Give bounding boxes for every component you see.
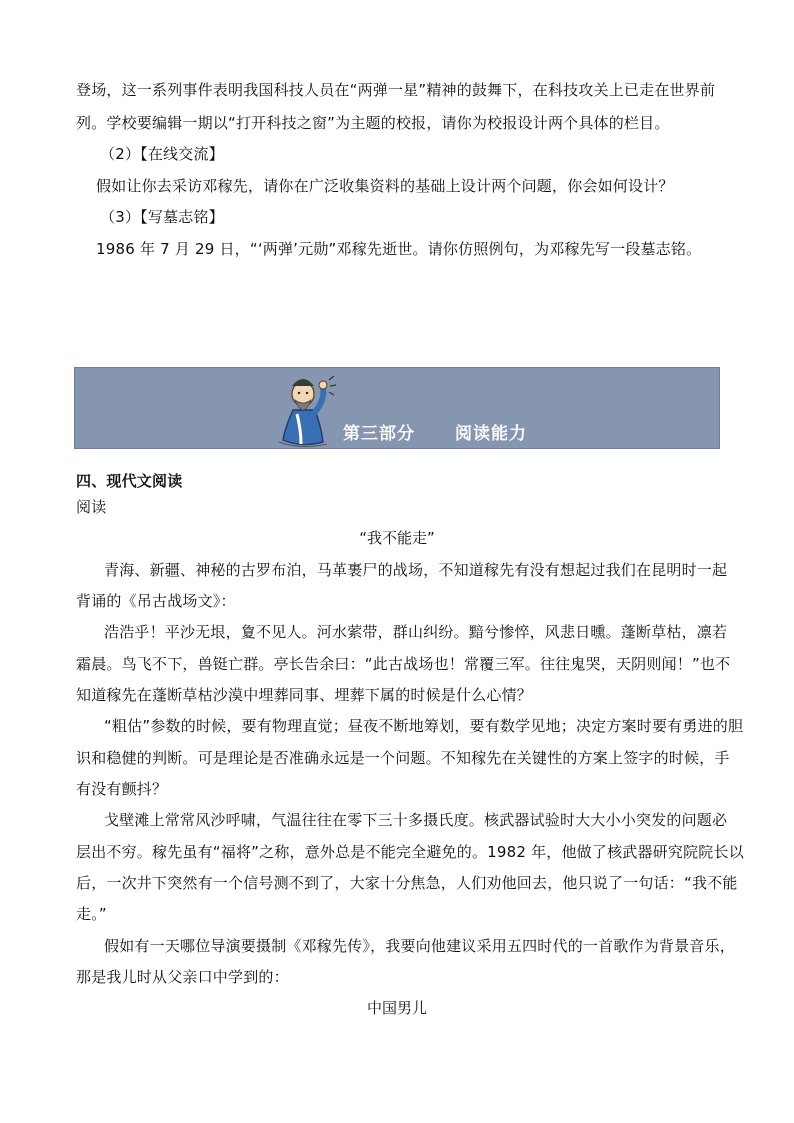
paragraph-line: 背诵的《吊古战场文》： xyxy=(76,592,236,610)
paragraph-line: 知道稼先在蓬断草枯沙漠中埋葬同事、埋葬下属的时候是什么心情？ xyxy=(76,686,533,704)
scholar-figure-icon xyxy=(271,370,341,448)
paragraph-line: 假如有一天哪位导演要摄制《邓稼先传》，我要向他建议采用五四时代的一首歌作为背景音乐， xyxy=(104,937,735,955)
section-banner xyxy=(74,367,720,449)
paragraph-line: 走。” xyxy=(76,905,107,923)
paragraph-line: 登场，这一系列事件表明我国科技人员在“两弹一星”精神的鼓舞下，在科技攻关上已走在世界前 xyxy=(76,81,716,99)
paragraph-line: 戈壁滩上常常风沙呼啸，气温往往在零下三十多摄氏度。核武器试验时大大小小突发的问题必 xyxy=(104,811,728,829)
paragraph-line: 青海、新疆、神秘的古罗布泊，马革裹尸的战场，不知道稼先有没有想起过我们在昆明时一起 xyxy=(104,561,728,579)
paragraph-line: 浩浩乎！平沙无垠，夐不见人。河水萦带，群山纠纷。黯兮惨悴，风悲日曛。蓬断草枯，凛若 xyxy=(104,623,728,641)
paragraph-line: 列。学校要编辑一期以“打开科技之窗”为主题的校报，请你为校报设计两个具体的栏目。 xyxy=(76,114,670,132)
section-heading: 四、现代文阅读 xyxy=(76,472,183,490)
paragraph-line: 有没有颤抖？ xyxy=(76,780,168,798)
banner-title xyxy=(343,424,527,444)
item-text: 假如让你去采访邓稼先，请你在广泛收集资料的基础上设计两个问题，你会如何设计？ xyxy=(96,177,674,195)
paragraph-line: 层出不穷。稼先虽有“福将”之称，意外总是不能完全避免的。1982 年，他做了核武器研究院院长以 xyxy=(76,843,744,861)
article-title: “我不能走” xyxy=(359,529,435,547)
item-text: 1986 年 7 月 29 日，“‘两弹’元勋”邓稼先逝世。请你仿照例句，为邓稼先写一段墓志铭。 xyxy=(96,240,702,258)
section-subheading: 阅读 xyxy=(76,498,107,516)
paragraph-line: 那是我儿时从父亲口中学到的： xyxy=(76,968,289,986)
item-heading: （3）【写墓志铭】 xyxy=(100,208,224,226)
paragraph-line: 霜晨。鸟飞不下，兽铤亡群。亭长告余曰：“此古战场也！常覆三军。往往鬼哭，天阴则闻！”也不 xyxy=(76,655,731,673)
paragraph-line: “粗估”参数的时候，要有物理直觉；昼夜不断地筹划，要有数学见地；决定方案时要有勇进的胆 xyxy=(104,717,744,735)
paragraph-line: 后，一次井下突然有一个信号测不到了，大家十分焦急，人们劝他回去，他只说了一句话：“我不能 xyxy=(76,874,738,892)
paragraph-line: 识和稳健的判断。可是理论是否准确永远是一个问题。不知稼先在关键性的方案上签字的时候，手 xyxy=(76,749,730,767)
banner-section-label: 阅读能力 xyxy=(455,424,527,444)
banner-part-label: 第三部分 xyxy=(343,424,415,444)
item-heading: （2）【在线交流】 xyxy=(100,145,224,163)
song-title: 中国男儿 xyxy=(366,999,427,1017)
